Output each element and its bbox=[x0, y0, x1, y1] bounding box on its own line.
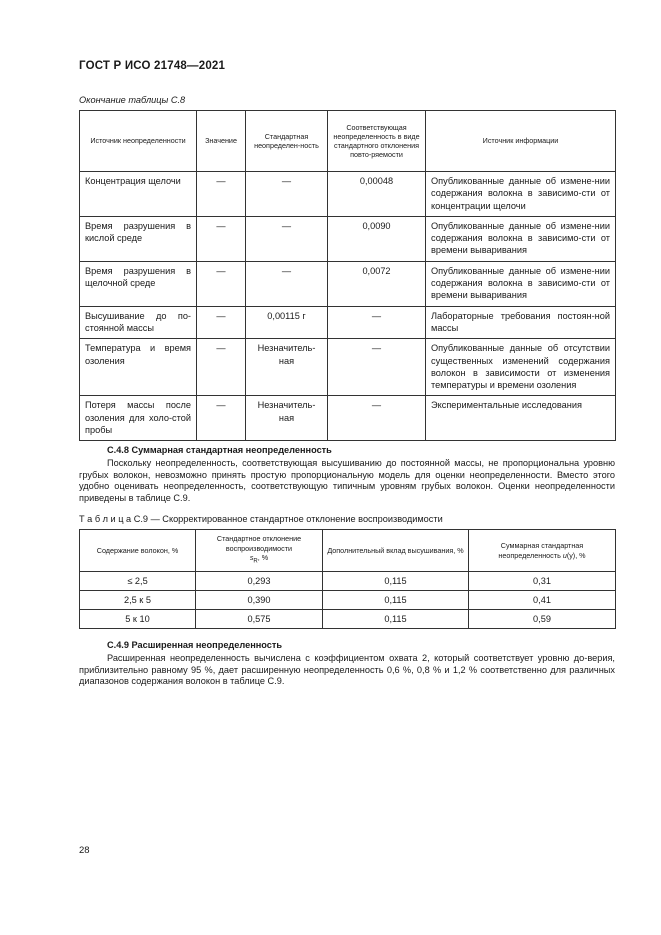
cell-source: Температура и время озоления bbox=[80, 339, 197, 396]
cell-drying-contribution: 0,115 bbox=[323, 591, 469, 610]
cell-reproducibility-sd: 0,575 bbox=[196, 610, 323, 629]
cell-combined-uncertainty: 0,31 bbox=[469, 572, 616, 591]
cell-source: Время разрушения в кислой среде bbox=[80, 216, 197, 261]
header-text: Стандартное отклонение воспроизводимости bbox=[216, 534, 302, 553]
col-header-value: Значение bbox=[197, 111, 246, 172]
cell-combined-uncertainty: 0,59 bbox=[469, 610, 616, 629]
cell-info-source: Опубликованные данные об отсутствии существенных изменений содержания волокон в зависимости от изменения температуры и времени озоления bbox=[426, 339, 616, 396]
table-row bbox=[80, 396, 616, 441]
cell-value: — bbox=[197, 261, 246, 306]
cell-repeatability-uncertainty: 0,0072 bbox=[328, 261, 426, 306]
table-row bbox=[80, 216, 616, 261]
col-header-drying-contribution: Дополнительный вклад высушивания, % bbox=[323, 530, 469, 572]
uncertainty-sources-table bbox=[79, 110, 616, 441]
unit: , % bbox=[257, 552, 269, 562]
table-header-row bbox=[80, 111, 616, 172]
table-caption: Т а б л и ц а С.9 — Скорректированное стандартное отклонение воспроизводимости bbox=[79, 514, 443, 524]
paragraph-combined-uncertainty bbox=[79, 458, 615, 504]
cell-drying-contribution: 0,115 bbox=[323, 572, 469, 591]
cell-info-source: Опубликованные данные об измене-нии содержания волокна в зависимо-сти от концентрации щелочи bbox=[426, 172, 616, 217]
unit: (y), % bbox=[566, 550, 586, 560]
cell-value: — bbox=[197, 216, 246, 261]
cell-info-source: Лабораторные требования постоян-ной массы bbox=[426, 306, 616, 339]
cell-source: Концентрация щелочи bbox=[80, 172, 197, 217]
cell-repeatability-uncertainty: 0,0090 bbox=[328, 216, 426, 261]
col-header-combined-uncertainty bbox=[469, 530, 616, 572]
cell-drying-contribution: 0,115 bbox=[323, 610, 469, 629]
cell-source: Высушивание до по-стоянной массы bbox=[80, 306, 197, 339]
cell-repeatability-uncertainty: — bbox=[328, 339, 426, 396]
col-header-reproducibility-sd bbox=[196, 530, 323, 572]
cell-value: — bbox=[197, 306, 246, 339]
col-header-source: Источник неопределенности bbox=[80, 111, 197, 172]
cell-std-uncertainty: Незначитель-ная bbox=[246, 396, 328, 441]
symbol: u bbox=[562, 550, 567, 560]
header-text: Суммарная стандартная неопределенность bbox=[498, 541, 584, 560]
cell-combined-uncertainty: 0,41 bbox=[469, 591, 616, 610]
cell-repeatability-uncertainty: — bbox=[328, 306, 426, 339]
document-number: ГОСТ Р ИСО 21748—2021 bbox=[79, 60, 226, 72]
cell-source: Потеря массы после озоления для холо-стой пробы bbox=[80, 396, 197, 441]
reproducibility-table bbox=[79, 529, 616, 629]
paragraph-expanded-uncertainty bbox=[79, 653, 615, 688]
table-row bbox=[80, 306, 616, 339]
cell-fiber-content: ≤ 2,5 bbox=[80, 572, 196, 591]
cell-value: — bbox=[197, 172, 246, 217]
cell-info-source: Экспериментальные исследования bbox=[426, 396, 616, 441]
cell-fiber-content: 2,5 к 5 bbox=[80, 591, 196, 610]
cell-repeatability-uncertainty: 0,00048 bbox=[328, 172, 426, 217]
cell-source: Время разрушения в щелочной среде bbox=[80, 261, 197, 306]
table-row bbox=[80, 172, 616, 217]
table-row bbox=[80, 591, 616, 610]
cell-std-uncertainty: — bbox=[246, 172, 328, 217]
cell-std-uncertainty: — bbox=[246, 216, 328, 261]
table-continuation-caption: Окончание таблицы С.8 bbox=[79, 95, 186, 105]
cell-std-uncertainty: Незначитель-ная bbox=[246, 339, 328, 396]
cell-info-source: Опубликованные данные об измене-нии содержания волокна в зависимо-сти от времени вываривания bbox=[426, 216, 616, 261]
table-row bbox=[80, 572, 616, 591]
paragraph-text: Расширенная неопределенность вычислена с коэффициентом охвата 2, который соответствует уровню до-верия, приблизительно равному 95 %, дает расширенную неопределенность 0,6 %, 0,8 % и 1,2 % соответственно для различных диапазонов содержания волокон в таблице С.9. bbox=[79, 653, 615, 687]
cell-reproducibility-sd: 0,293 bbox=[196, 572, 323, 591]
cell-fiber-content: 5 к 10 bbox=[80, 610, 196, 629]
cell-std-uncertainty: — bbox=[246, 261, 328, 306]
symbol-subscript: R bbox=[253, 558, 258, 565]
table-header-row bbox=[80, 530, 616, 572]
col-header-fiber-content: Содержание волокон, % bbox=[80, 530, 196, 572]
cell-repeatability-uncertainty: — bbox=[328, 396, 426, 441]
cell-reproducibility-sd: 0,390 bbox=[196, 591, 323, 610]
col-header-info-source: Источник информации bbox=[426, 111, 616, 172]
col-header-std-uncertainty: Стандартная неопределен-ность bbox=[246, 111, 328, 172]
table-row bbox=[80, 610, 616, 629]
symbol: s bbox=[249, 552, 254, 562]
cell-value: — bbox=[197, 396, 246, 441]
section-title-combined-uncertainty: С.4.8 Суммарная стандартная неопределенность bbox=[107, 445, 332, 455]
section-title-expanded-uncertainty: С.4.9 Расширенная неопределенность bbox=[107, 640, 283, 650]
table-row bbox=[80, 339, 616, 396]
cell-value: — bbox=[197, 339, 246, 396]
cell-std-uncertainty: 0,00115 г bbox=[246, 306, 328, 339]
page-number: 28 bbox=[79, 845, 90, 856]
col-header-repeatability-uncertainty: Соответствующая неопределенность в виде стандартного отклонения повто-ряемости bbox=[328, 111, 426, 172]
paragraph-text: Поскольку неопределенность, соответствующая высушиванию до постоянной массы, не пропорциональна уровню грубых волокон, невозможно принять простую пропорциональную модель для оценки неопределенности. Вместо этого удобно оценивать неопределенность, соответствующую типичным уровням грубых волокон. Оценки неопределенности приведены в таблице С.9. bbox=[79, 458, 615, 503]
table-row bbox=[80, 261, 616, 306]
cell-info-source: Опубликованные данные об измене-нии содержания волокна в зависимо-сти от времени вываривания bbox=[426, 261, 616, 306]
